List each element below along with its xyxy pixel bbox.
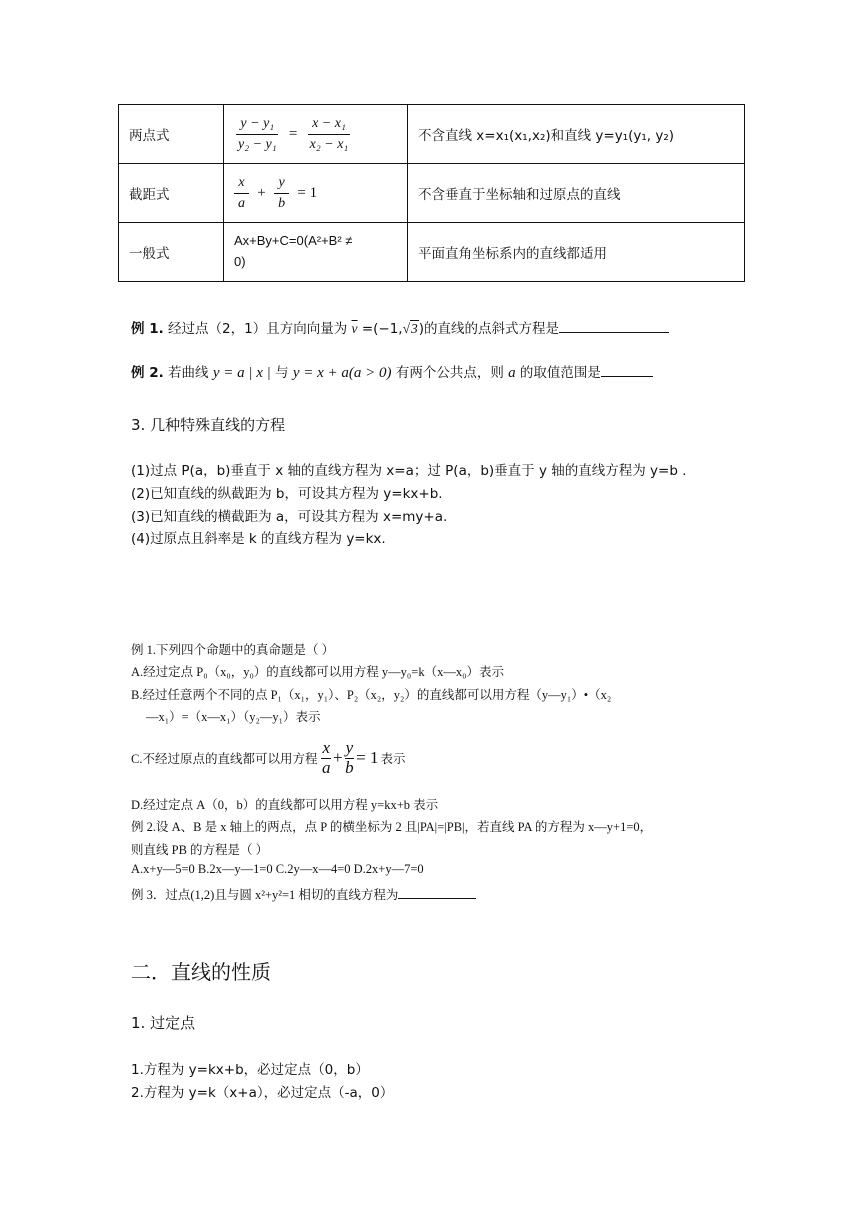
- denominator: y₂ − y₁: [238, 136, 277, 152]
- chapter-heading: 二．直线的性质: [131, 960, 271, 984]
- question-3: [131, 885, 476, 903]
- fraction: [306, 116, 353, 153]
- numerator: x − x₁: [308, 116, 350, 135]
- table-row: [119, 105, 745, 164]
- formula-line: Ax+By+C=0(A²+B² ≠: [234, 233, 353, 249]
- section-heading: 3. 几种特殊直线的方程: [131, 416, 286, 434]
- form-note: 不含垂直于坐标轴和过原点的直线: [408, 164, 745, 223]
- form-name: 两点式: [119, 105, 224, 164]
- example-1-top: [131, 317, 669, 337]
- sub-heading: 1. 过定点: [131, 1014, 196, 1032]
- general-formula: [224, 223, 408, 282]
- fraction: [234, 116, 281, 153]
- option-text: 表示: [380, 752, 406, 767]
- example-text: =(−1,: [361, 321, 403, 337]
- question-text: 例 3．过点(1,2)且与圆 x²+y²=1 相切的直线方程为: [131, 888, 399, 902]
- fraction: [321, 739, 331, 777]
- list-item: (1)过点 P(a，b)垂直于 x 轴的直线方程为 x=a；过 P(a，b)垂直于 y 轴的直线方程为 y=b .: [131, 463, 687, 479]
- two-point-formula: [224, 105, 408, 164]
- form-name: 截距式: [119, 164, 224, 223]
- example-text: 若曲线: [168, 365, 209, 381]
- example-text: 的取值范围是: [519, 365, 601, 381]
- option-a: A.经过定点 P₀（x₀，y₀）的直线都可以用方程 y—y₀=k（x—x₀）表示: [131, 665, 504, 679]
- option-c: [131, 739, 406, 777]
- table-row: [119, 223, 745, 282]
- sqrt-radicand: 3: [411, 321, 418, 336]
- option-b: B.经过任意两个不同的点 P₁（x₁，y₁）、P₂（x₂，y₂）的直线都可以用方程（y—y₁）•（x₂: [131, 688, 612, 702]
- question-1: 例 1.下列四个命题中的真命题是（ ）: [131, 643, 335, 657]
- equals-sign: =: [288, 125, 298, 142]
- fraction: [234, 175, 249, 212]
- question-2-continued: 则直线 PB 的方程是（ ）: [131, 843, 269, 857]
- fraction: [345, 739, 355, 777]
- example-text: 经过点（2，1）且方向向量为: [168, 321, 348, 337]
- answer-blank: [559, 332, 669, 333]
- vector-symbol: $\overline{v}$: [351, 321, 358, 336]
- formula-line: 0): [234, 254, 246, 269]
- option-b-continued: —x₁）=（x—x₁）（y₂—y₁）表示: [146, 710, 321, 724]
- question-2: 例 2.设 A、B 是 x 轴上的两点，点 P 的横坐标为 2 且|PA|=|PB|，若直线 PA 的方程为 x—y+1=0，: [131, 820, 653, 834]
- example-2-top: [131, 361, 653, 382]
- option-d: D.经过定点 A（0，b）的直线都可以用方程 y=kx+b 表示: [131, 798, 439, 812]
- denominator: a: [238, 195, 245, 211]
- intercept-formula: [224, 164, 408, 223]
- list-item: (3)已知直线的横截距为 a，可设其方程为 x=my+a.: [131, 509, 448, 525]
- answer-blank: [398, 898, 476, 899]
- question-2-options: A.x+y—5=0 B.2x—y—1=0 C.2y—x—4=0 D.2x+y—7=0: [131, 862, 424, 876]
- option-text: C.不经过原点的直线都可以用方程: [131, 752, 318, 767]
- math-variable: a: [508, 365, 516, 381]
- denominator: x₂ − x₁: [309, 136, 349, 152]
- form-name: 一般式: [119, 223, 224, 282]
- denominator: a: [321, 757, 331, 777]
- numerator: x: [234, 175, 248, 194]
- line-equation-table: [118, 104, 745, 282]
- answer-blank: [601, 376, 653, 377]
- example-text: )的直线的点斜式方程是: [418, 321, 560, 337]
- math-expression: y = a | x |: [212, 365, 271, 381]
- rhs: = 1: [297, 184, 318, 201]
- form-note: 平面直角坐标系内的直线都适用: [408, 223, 745, 282]
- plus-sign: +: [257, 184, 266, 201]
- numerator: y: [345, 738, 354, 757]
- list-item: 1.方程为 y=kx+b，必过定点（0，b）: [131, 1062, 369, 1078]
- fraction: [274, 175, 289, 212]
- list-item: 2.方程为 y=k（x+a），必过定点（-a，0）: [131, 1085, 394, 1101]
- denominator: b: [278, 195, 286, 211]
- example-label: 例 1.: [131, 321, 164, 337]
- numerator: y: [274, 175, 288, 194]
- example-text: 有两个公共点，则: [395, 365, 504, 381]
- example-label: 例 2.: [131, 365, 164, 381]
- rhs: = 1: [356, 748, 379, 768]
- denominator: b: [345, 757, 354, 777]
- list-item: (2)已知直线的纵截距为 b，可设其方程为 y=kx+b.: [131, 486, 443, 502]
- math-expression: y = x + a(a > 0): [292, 365, 392, 381]
- form-note: 不含直线 x=x₁(x₁,x₂)和直线 y=y₁(y₁, y₂): [408, 105, 745, 164]
- example-text: 与: [275, 365, 289, 381]
- table-row: [119, 164, 745, 223]
- numerator: y − y₁: [236, 116, 278, 135]
- list-item: (4)过原点且斜率是 k 的直线方程为 y=kx.: [131, 531, 386, 547]
- plus-sign: +: [333, 748, 343, 768]
- sqrt-symbol: √: [402, 321, 411, 336]
- numerator: x: [322, 738, 331, 757]
